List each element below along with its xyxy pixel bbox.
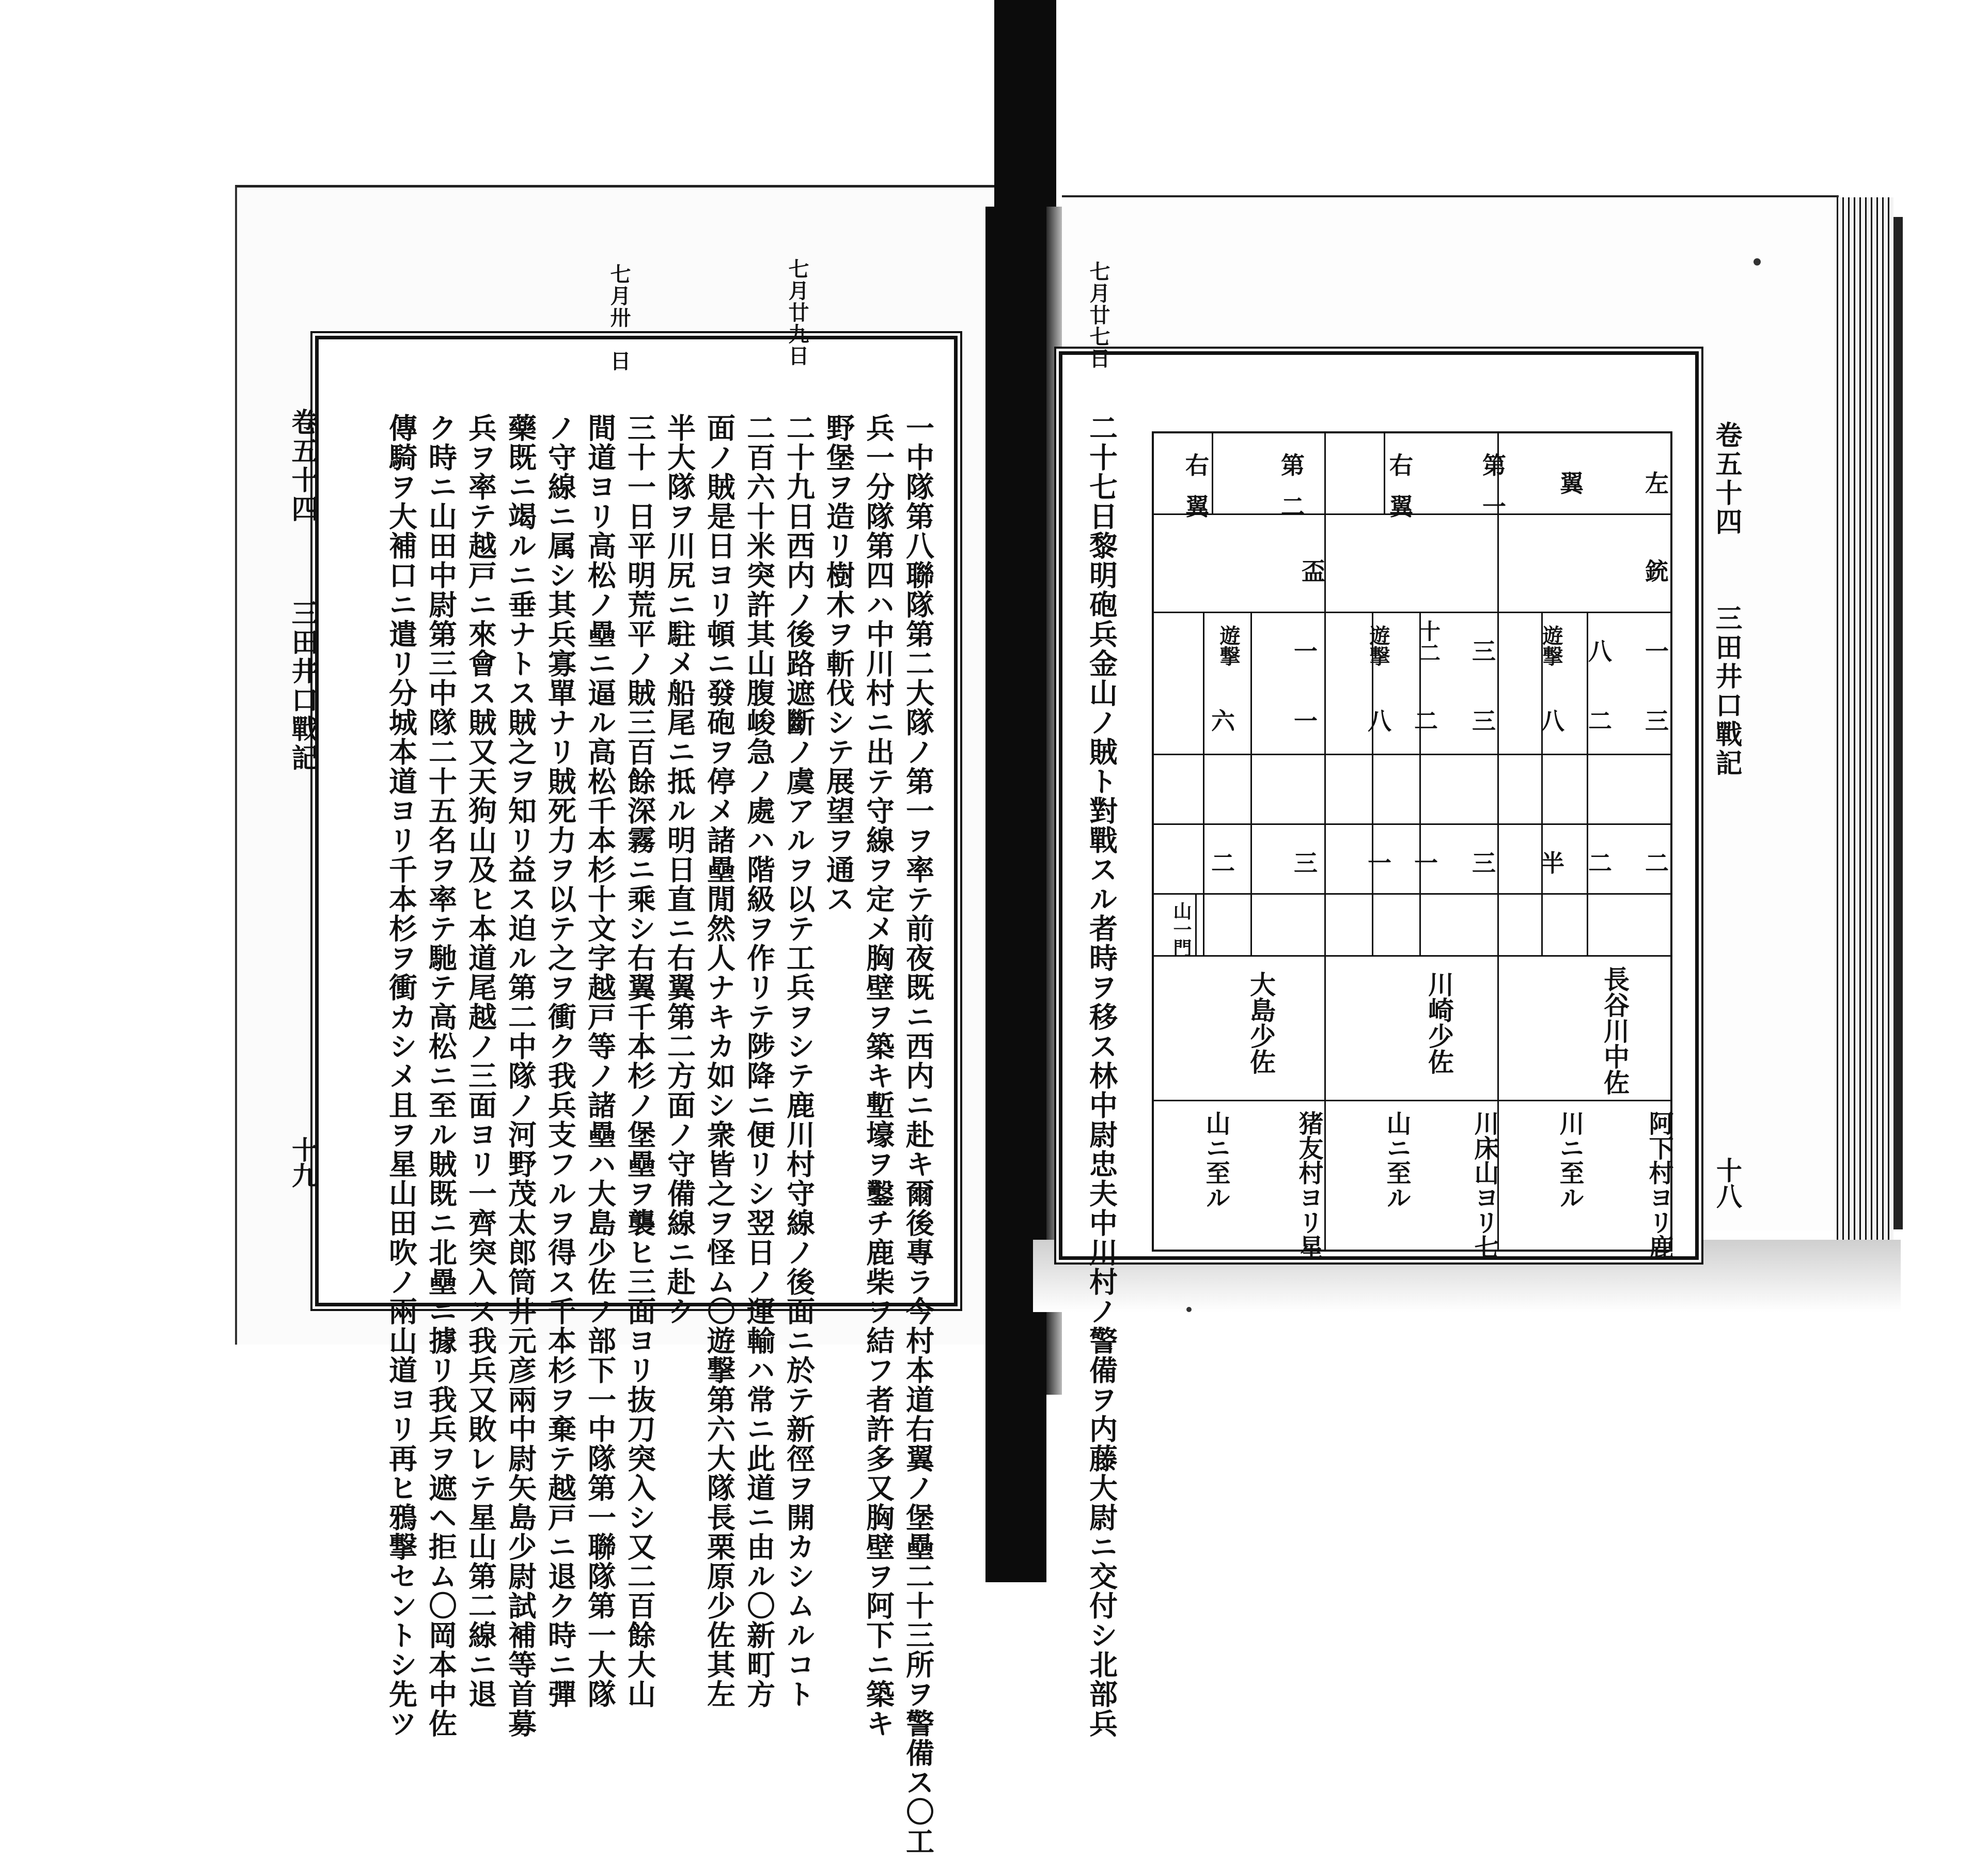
wing-second-d: 翼 <box>1185 493 1209 521</box>
wing-first-c: 右 <box>1389 451 1413 479</box>
right-page-number: 十八 <box>1712 1157 1743 1209</box>
place-left-2: 川ニ至ル <box>1555 1111 1584 1210</box>
place-second-2: 山ニ至ル <box>1201 1111 1230 1210</box>
text-column: 野堡ヲ造リ樹木ヲ斬伐シテ展望ヲ通ス <box>822 413 855 914</box>
r1-c1: 一 <box>1645 637 1669 665</box>
commander-second: 大島少佐 <box>1246 971 1276 1074</box>
wing-second-a: 第 <box>1281 451 1305 479</box>
date-marker-31: 七月卅一日 <box>607 263 631 372</box>
place-first-1: 川床山ヨリ七 <box>1470 1111 1499 1259</box>
date-marker-27: 七月廿七日 <box>1086 261 1110 369</box>
r1-c8: 遊撃 <box>1216 625 1241 666</box>
wing-second-b: 二 <box>1281 493 1305 521</box>
r2-c5: 二 <box>1414 707 1438 735</box>
left-book-title: 三田井口戰記 <box>287 599 318 773</box>
wing-left-a: 左 <box>1645 470 1669 497</box>
wing-second-c: 右 <box>1185 451 1209 479</box>
r4-c6: 一 <box>1368 849 1391 877</box>
r4-c3: 半 <box>1541 849 1564 877</box>
text-column: 二百六十米突許其山腹峻急ノ處ハ階級ヲ作リテ陟降ニ便リシ翌日ノ運輸ハ常ニ此道ニ由ル〇新町方 <box>742 413 776 1709</box>
r4-c8: 二 <box>1211 849 1235 877</box>
page-edges <box>1837 197 1893 1246</box>
wing-first-a: 第 <box>1482 451 1506 479</box>
r2-c1: 三 <box>1645 707 1669 735</box>
weapon-label-b: 盃 <box>1302 557 1325 585</box>
r1-c7: 一 <box>1294 637 1318 665</box>
text-column: 一中隊第八聯隊第二大隊ノ第一ヲ率テ前夜既ニ西内ニ赴キ爾後專ラ今村本道右翼ノ堡壘二十三所ヲ警備ス〇工 <box>901 413 935 1856</box>
wing-first-b: 一 <box>1482 493 1506 521</box>
ink-speck <box>1754 258 1761 266</box>
text-column: 兵ヲ率テ越戸ニ來會ス賊又天狗山及ヒ本道尾越ノ三面ヨリ一齊突入ス我兵又敗レテ星山第二線ニ退 <box>464 413 497 1709</box>
r2-c4: 三 <box>1472 707 1496 735</box>
r1-c6: 遊撃 <box>1366 625 1390 666</box>
r1-c5: 十二 <box>1416 620 1441 663</box>
text-column: 間道ヨリ高松ノ壘ニ逼ル高松千本杉十文字越戸等ノ諸壘ハ大島少佐ノ部下一中隊第一聯隊第一大隊 <box>583 413 617 1709</box>
wing-first-d: 翼 <box>1389 493 1413 521</box>
mountain-gun: 山一門 <box>1170 901 1192 957</box>
book-spine <box>985 207 1046 1582</box>
r2-c3: 八 <box>1541 707 1564 735</box>
r4-c2: 二 <box>1588 849 1612 877</box>
right-first-column: 二十七日黎明砲兵金山ノ賊ト對戰スル者時ヲ移ス林中尉忠夫中川村ノ警備ヲ内藤大尉ニ交付シ北部兵 <box>1085 413 1118 1738</box>
wing-left-b: 翼 <box>1560 470 1584 497</box>
left-volume-header: 卷五十四 <box>287 408 318 524</box>
r2-c6: 八 <box>1368 707 1391 735</box>
place-second-1: 猪友村ヨリ星 <box>1294 1111 1323 1259</box>
r4-c5: 一 <box>1414 849 1438 877</box>
commander-first: 川崎少佐 <box>1424 971 1454 1074</box>
text-column: ク時ニ山田中尉第三中隊二十五名ヲ率テ馳テ高松ニ至ル賊既ニ北壘ニ據リ我兵ヲ遮ヘ拒ム〇岡本中佐 <box>424 413 458 1738</box>
left-page-number: 十九 <box>288 1136 318 1188</box>
r4-c4: 三 <box>1472 849 1496 877</box>
commander-left: 長谷川中佐 <box>1600 966 1630 1095</box>
text-column: 二十九日西内ノ後路遮斷ノ虞アルヲ以テ工兵ヲシテ鹿川村守線ノ後面ニ於テ新徑ヲ開カシムルコト <box>782 413 816 1709</box>
r2-c7: 一 <box>1294 707 1318 735</box>
r1-c2: 八 <box>1588 637 1612 665</box>
r1-c3: 遊撃 <box>1539 625 1563 666</box>
right-book-title: 三田井口戰記 <box>1711 604 1742 778</box>
text-column: 面ノ賊是日ヨリ頓ニ發砲ヲ停メ諸壘閒然人ナキカ如シ衆皆之ヲ怪ム〇遊撃第六大隊長栗原少佐其左 <box>702 413 736 1709</box>
text-column: 藥既ニ竭ルニ垂ナトス賊之ヲ知リ益ス迫ル第二中隊ノ河野茂太郎筒井元彦兩中尉矢島少尉試補等首募 <box>504 413 537 1738</box>
text-column: 兵一分隊第四ハ中川村ニ出テ守線ヲ定メ胸壁ヲ築キ塹壕ヲ鑿チ鹿柴ヲ結フ者許多又胸壁ヲ阿下ニ築キ <box>862 413 895 1738</box>
date-marker-29: 七月廿九日 <box>785 258 809 367</box>
text-column: 傳騎ヲ大補口ニ遣リ分城本道ヨリ千本杉ヲ衝カシメ且ヲ星山田吹ノ兩山道ヨリ再ヒ鴉撃セントシ先ツ <box>384 413 418 1738</box>
place-first-2: 山ニ至ル <box>1382 1111 1411 1210</box>
place-left-1: 阿下村ヨリ鹿 <box>1645 1111 1673 1259</box>
text-column: ノ守線ニ属シ其兵寡單ナリ賊死力ヲ以テ之ヲ衝ク我兵支フルヲ得ス千本杉ヲ棄テ越戸ニ退ク時ニ彈 <box>543 413 577 1709</box>
text-column: 半大隊ヲ川尻ニ駐メ船尾ニ抵ル明日直ニ右翼第二方面ノ守備線ニ赴ク <box>663 413 696 1326</box>
r2-c8: 六 <box>1211 707 1235 735</box>
text-column: 三十一日平明荒平ノ賊三百餘深霧ニ乘シ右翼千本杉ノ堡壘ヲ襲ヒ三面ヨリ抜刀突入シ又二百餘大山 <box>623 413 656 1709</box>
r2-c2: 二 <box>1588 707 1612 735</box>
r4-c7: 三 <box>1294 849 1318 877</box>
r4-c1: 二 <box>1645 849 1669 877</box>
right-volume-header: 卷五十四 <box>1711 421 1742 537</box>
weapon-label-a: 銃 <box>1645 557 1669 585</box>
book-cover-edge <box>1893 217 1903 1229</box>
r1-c4: 三 <box>1472 637 1496 665</box>
ink-speck <box>1186 1307 1192 1312</box>
